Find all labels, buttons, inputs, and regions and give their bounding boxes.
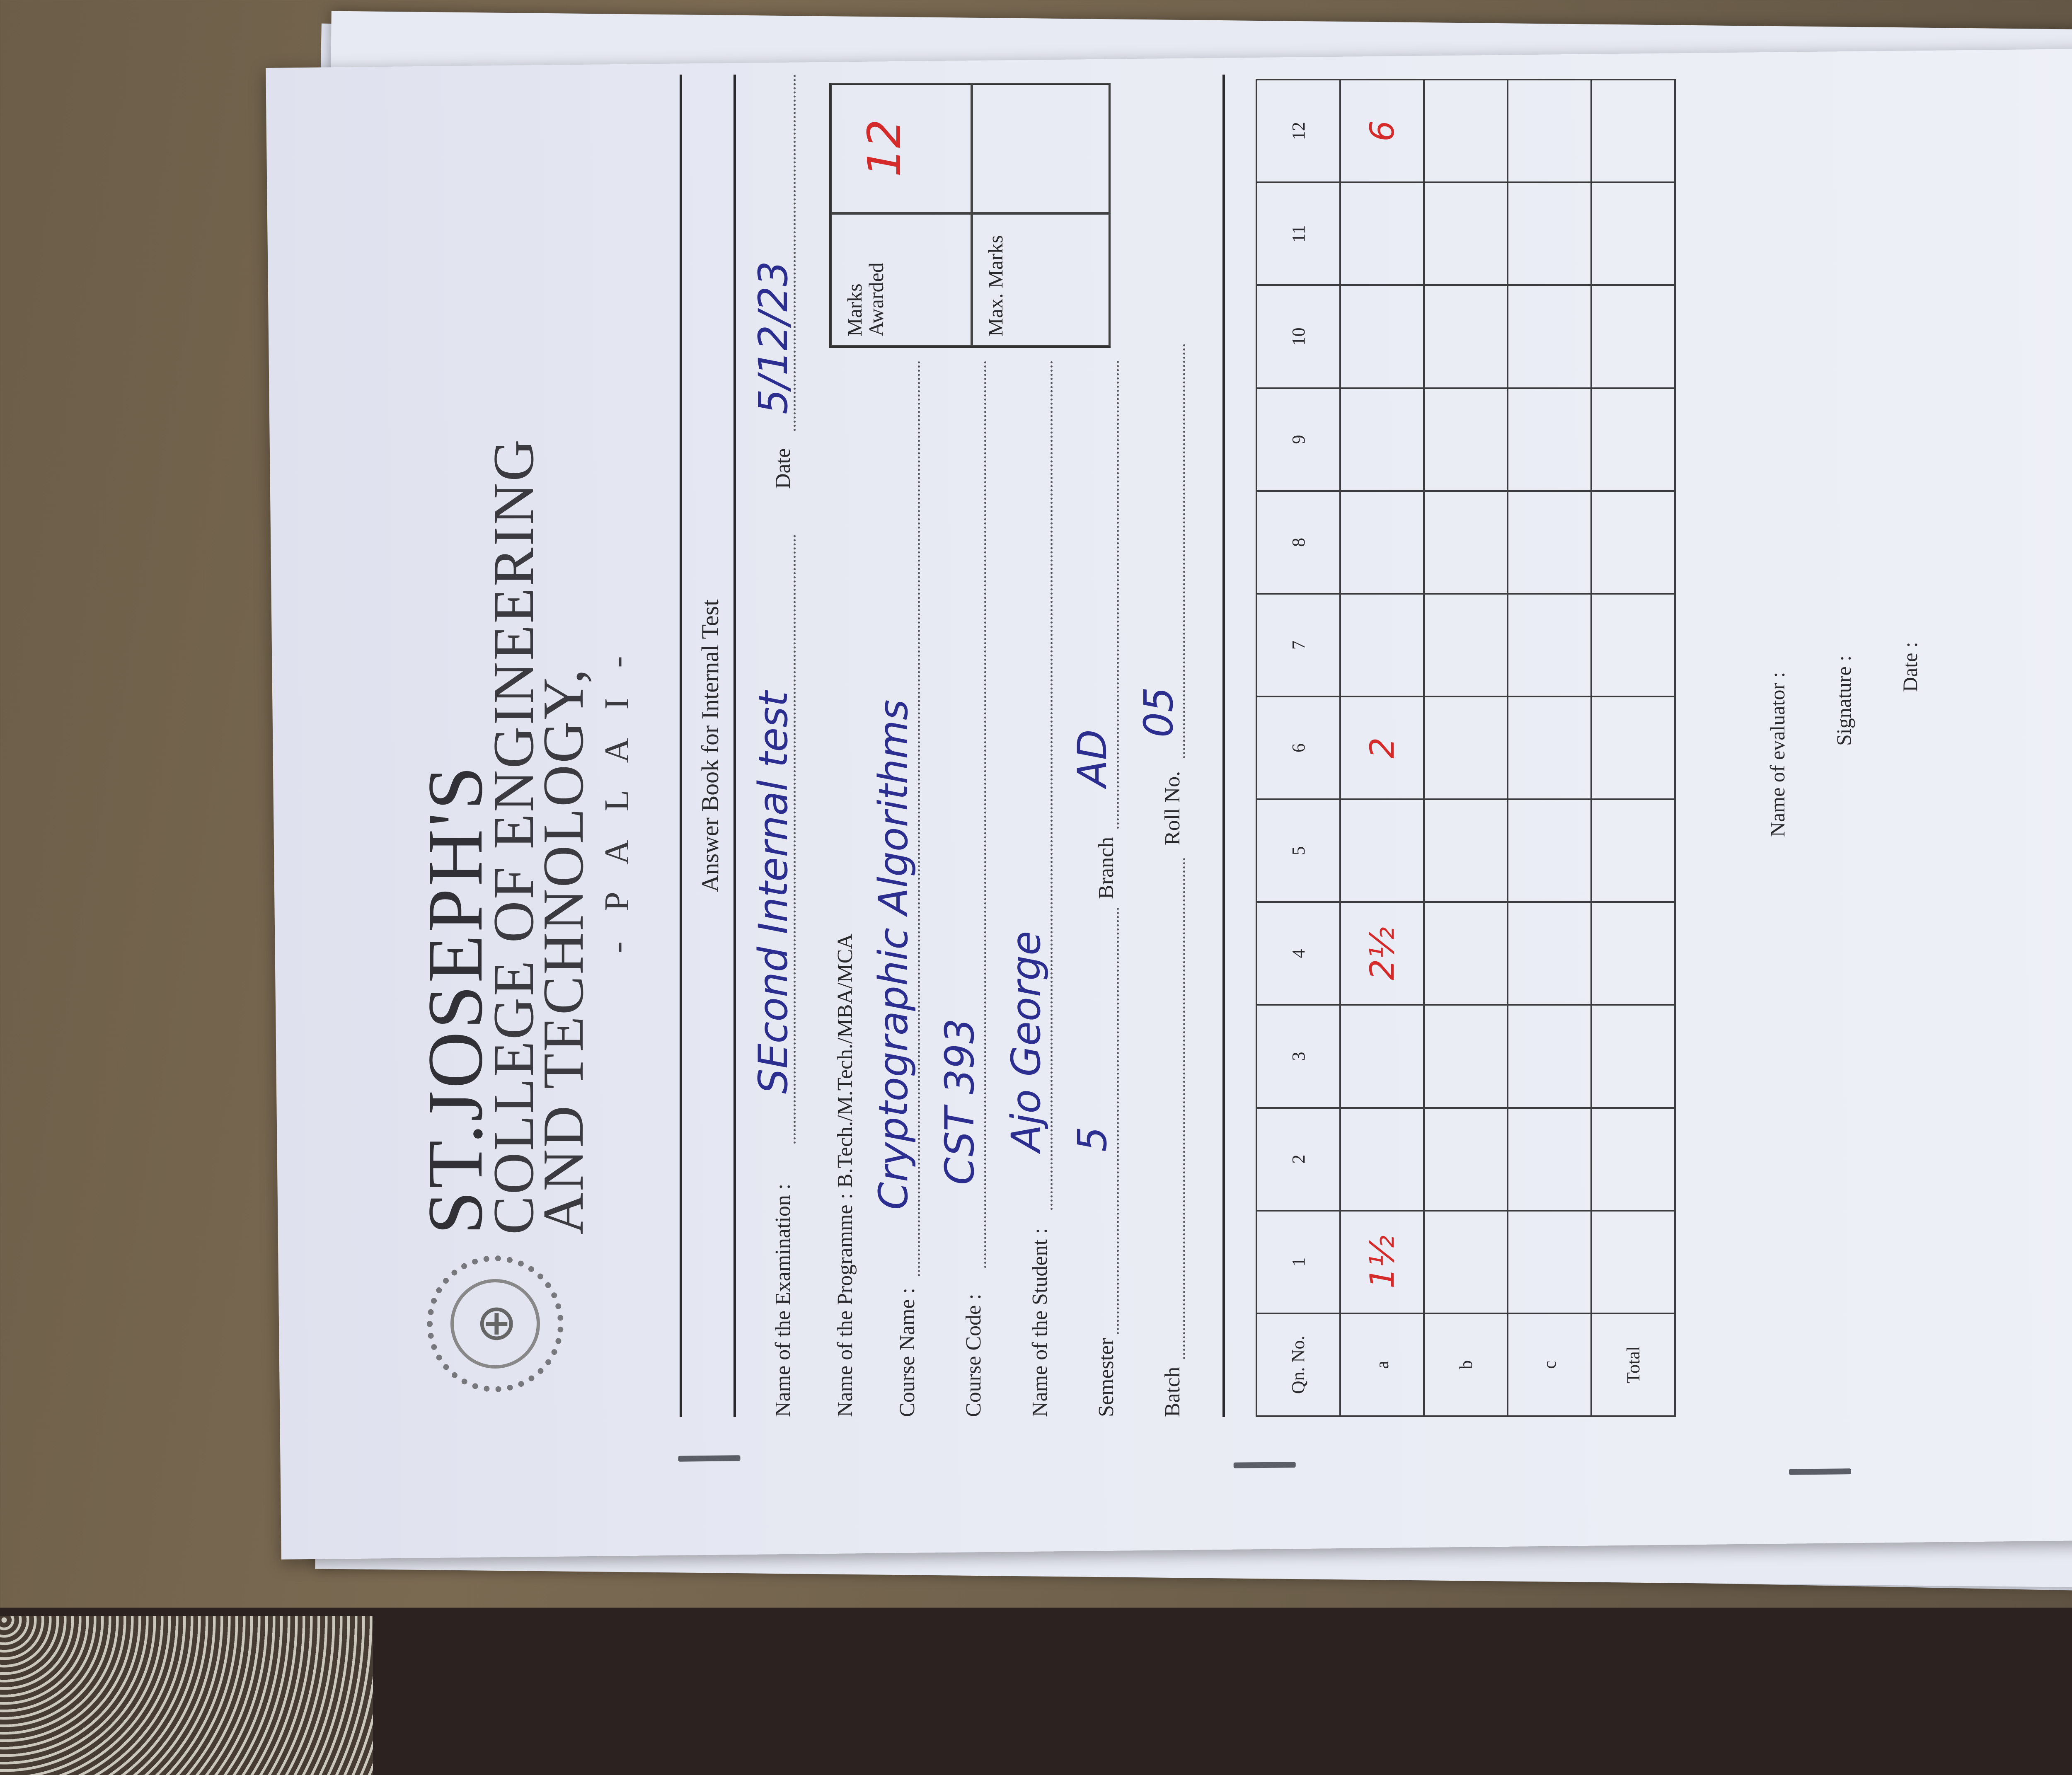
grid-cell (1508, 594, 1591, 696)
grid-cell (1508, 799, 1591, 902)
college-seal-icon (427, 1255, 564, 1392)
course-name-label: Course Name : (896, 1288, 919, 1417)
grid-col-7: 7 (1256, 594, 1340, 696)
roll-label: Roll No. (1161, 771, 1184, 845)
grid-cell (1591, 182, 1675, 285)
grid-cell (1424, 594, 1508, 696)
grid-cell: 2½ (1340, 902, 1424, 1005)
batch-label: Batch (1161, 1366, 1184, 1417)
grid-cell (1340, 799, 1424, 902)
grid-cell (1591, 594, 1675, 696)
grid-cell (1591, 799, 1675, 902)
marks-awarded-value: 12 (831, 83, 972, 213)
grid-cell (1340, 1108, 1424, 1211)
grid-cell (1591, 696, 1675, 799)
grid-cell (1340, 1005, 1424, 1108)
grid-cell (1424, 1108, 1508, 1211)
grid-cell (1508, 285, 1591, 388)
evaluator-date-label: Date : (1898, 642, 1922, 692)
grid-col-11: 11 (1256, 182, 1340, 285)
date-label: Date (771, 448, 795, 489)
college-name-line1: ST.JOSEPH'S (412, 764, 499, 1235)
grid-cell (1591, 1108, 1675, 1211)
grid-row-label: Total (1591, 1313, 1675, 1416)
grid-row-a (1340, 80, 1424, 1416)
grid-row-b (1424, 80, 1508, 1416)
grid-col-8: 8 (1256, 491, 1340, 594)
grid-cell (1424, 182, 1508, 285)
grid-cell (1424, 491, 1508, 594)
max-marks-label: Max. Marks (972, 213, 1111, 346)
grid-cell (1591, 491, 1675, 594)
semester-label: Semester (1094, 1338, 1118, 1417)
grid-col-2: 2 (1256, 1108, 1340, 1211)
grid-col-9: 9 (1256, 388, 1340, 491)
grid-cell (1591, 902, 1675, 1005)
max-marks-value (972, 83, 1111, 213)
evaluator-name-label: Name of evaluator : (1766, 672, 1789, 837)
grid-row-label: a (1340, 1313, 1424, 1416)
branch-value: AD (1069, 729, 1116, 787)
grid-cell (1424, 696, 1508, 799)
grid-cell (1508, 1005, 1591, 1108)
grid-cell (1508, 1211, 1591, 1313)
college-name-line2 (482, 438, 595, 1235)
grid-row-c (1508, 80, 1591, 1416)
grid-col-10: 10 (1256, 285, 1340, 388)
marks-rule (1222, 75, 1225, 1417)
grid-col-5: 5 (1256, 799, 1340, 902)
grid-cell (1508, 1108, 1591, 1211)
grid-corner-label: Qn. No. (1256, 1313, 1340, 1416)
branch-dots (1117, 360, 1119, 829)
grid-cell (1508, 696, 1591, 799)
staple (1234, 1462, 1296, 1468)
course-code-label: Course Code : (962, 1294, 985, 1417)
grid-cell: 2 (1340, 696, 1424, 799)
grid-cell (1340, 182, 1424, 285)
grid-cell (1591, 1211, 1675, 1313)
grid-cell (1508, 491, 1591, 594)
grid-cell (1591, 80, 1675, 182)
student-label: Name of the Student : (1028, 1228, 1052, 1417)
header-rule (680, 75, 682, 1417)
course-name-value: Cryptographic Algorithms (870, 699, 917, 1210)
grid-cell (1424, 285, 1508, 388)
roll-value: 05 (1135, 687, 1182, 738)
subtitle-rule (733, 75, 736, 1417)
answer-book-form (398, 75, 2055, 1417)
student-value: Ajo George (1003, 931, 1049, 1152)
course-name-dots (918, 360, 920, 1276)
grid-col-4: 4 (1256, 902, 1340, 1005)
grid-row-total (1591, 80, 1675, 1416)
grid-col-12: 12 (1256, 80, 1340, 182)
marks-awarded-label: Marks Awarded (831, 213, 972, 346)
student-dots (1051, 360, 1053, 1210)
grid-cell (1424, 80, 1508, 182)
grid-cell (1340, 388, 1424, 491)
grid-cell: 6 (1340, 80, 1424, 182)
grid-cell (1508, 388, 1591, 491)
form-subtitle: Answer Book for Internal Test (697, 599, 724, 892)
grid-cell (1508, 902, 1591, 1005)
grid-row-label: b (1424, 1313, 1508, 1416)
staple (678, 1455, 740, 1462)
globe-icon: ⊕ (450, 1279, 540, 1369)
semester-dots (1117, 907, 1119, 1334)
grid-cell: 1½ (1340, 1211, 1424, 1313)
staple (1789, 1468, 1851, 1475)
grid-col-6: 6 (1256, 696, 1340, 799)
grid-cell (1424, 1005, 1508, 1108)
grid-cell (1508, 80, 1591, 182)
lace-cloth (0, 1616, 373, 1775)
grid-cell (1424, 799, 1508, 902)
programme-label: Name of the Programme : B.Tech./M.Tech./MBA/MCA (833, 933, 857, 1417)
course-code-value: CST 393 (937, 1018, 983, 1185)
grid-cell (1591, 285, 1675, 388)
grid-cell (1591, 1005, 1675, 1108)
grid-cell (1508, 182, 1591, 285)
exam-value: SEcond Internal test (750, 691, 796, 1094)
evaluator-signature-label: Signature : (1832, 655, 1855, 746)
roll-dots (1183, 344, 1185, 758)
marks-grid (1256, 79, 1676, 1417)
grid-cell (1424, 388, 1508, 491)
grid-cell (1591, 388, 1675, 491)
college-name-line2-text: COLLEGE OF ENGINEERING (482, 438, 546, 1235)
grid-col-3: 3 (1256, 1005, 1340, 1108)
marks-summary-box (829, 83, 1111, 348)
grid-cell (1340, 491, 1424, 594)
course-code-dots (984, 360, 986, 1268)
grid-col-1: 1 (1256, 1211, 1340, 1313)
grid-header-row (1256, 80, 1340, 1416)
exam-label: Name of the Examination : (771, 1183, 795, 1417)
grid-cell (1340, 285, 1424, 388)
grid-cell (1340, 594, 1424, 696)
date-value: 5/12/23 (750, 261, 796, 414)
batch-dots (1183, 858, 1185, 1359)
grid-row-label: c (1508, 1313, 1591, 1416)
college-place: - P A L A I - (598, 645, 636, 953)
college-header (398, 75, 646, 1417)
semester-value: 5 (1069, 1126, 1116, 1152)
branch-label: Branch (1094, 837, 1118, 899)
grid-cell (1424, 902, 1508, 1005)
college-name-line3-text: AND TECHNOLOGY, (531, 667, 595, 1235)
grid-cell (1424, 1211, 1508, 1313)
